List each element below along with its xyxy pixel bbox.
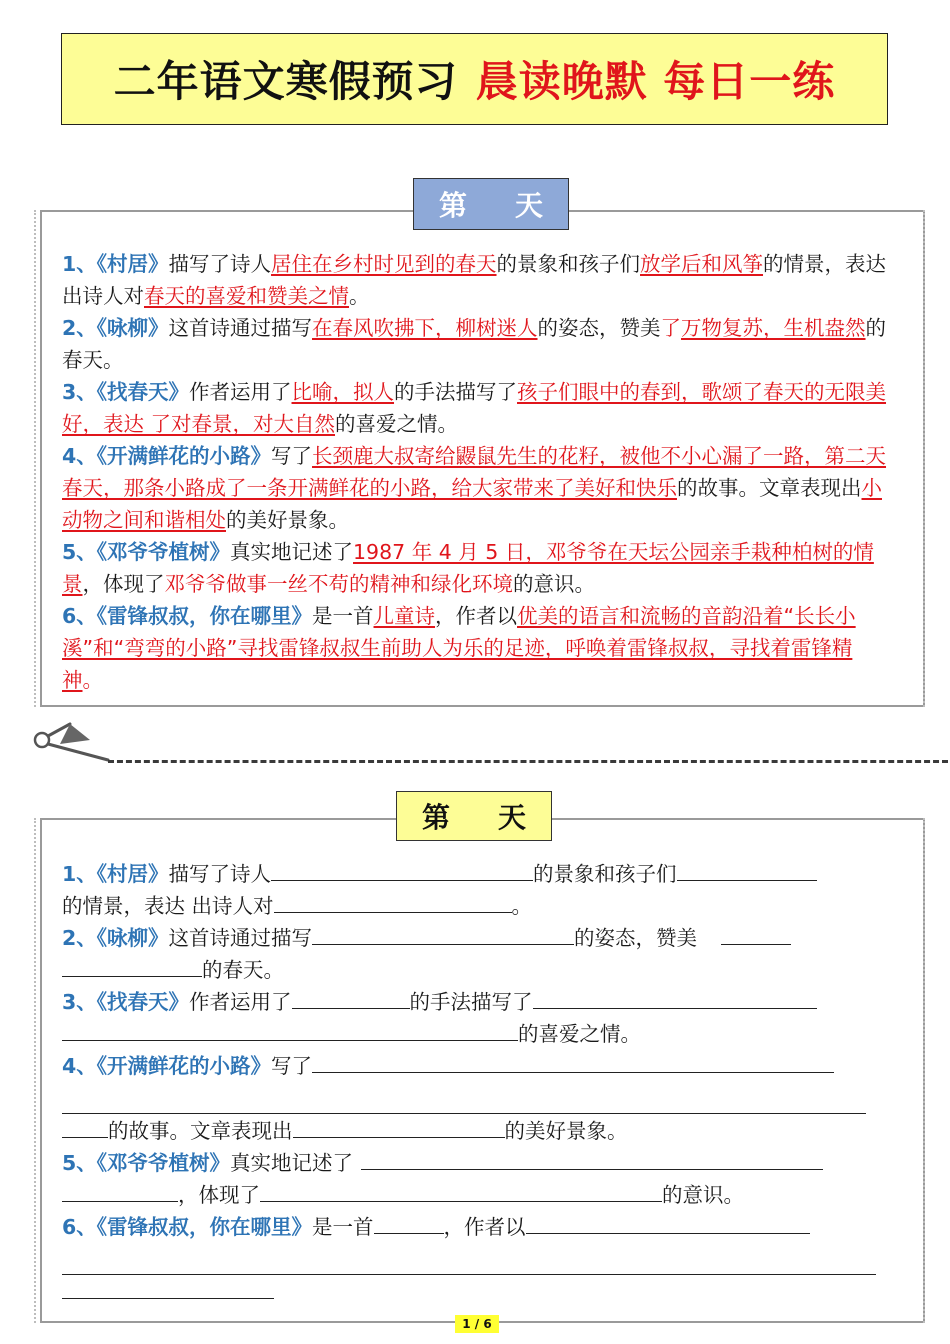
item-text: 真实地记述了 — [230, 1151, 354, 1175]
day-header-answers — [413, 178, 569, 230]
item-label: 1、《村居》 — [62, 862, 169, 886]
item-text: 的春天。 — [202, 958, 284, 982]
day-char-1: 第 — [438, 189, 467, 222]
answer-text: 孩子们眼中的春到，歌颂了春天的无限美好，表达 了对春景，对大自然 — [62, 380, 887, 436]
fill-blank[interactable] — [292, 986, 410, 1009]
item-text: 的美好景象。 — [226, 508, 349, 532]
item-text: 的喜爱之情。 — [518, 1022, 641, 1046]
page-number: 1 / 6 — [455, 1315, 499, 1333]
answer-text: 1987 年 4 月 5 日，邓爷爷在天坛公园亲手栽种柏树的情景 — [62, 540, 874, 596]
practice-item-1 — [62, 858, 892, 922]
item-text: 的手法描写了 — [409, 990, 533, 1014]
answer-text: 儿童诗 — [373, 604, 436, 628]
item-text: 这首诗通过描写 — [168, 926, 313, 950]
practice-item-5 — [62, 1147, 892, 1211]
item-text: 的故事。文章表现出 — [677, 476, 862, 500]
item-text: 这首诗通过描写 — [168, 316, 313, 340]
practice-item-2 — [62, 922, 892, 986]
item-text: 的意识。 — [513, 572, 595, 596]
item-text: 作者运用了 — [189, 380, 292, 404]
item-label: 1、《村居》 — [62, 252, 169, 276]
item-text: 的意识。 — [662, 1183, 744, 1207]
item-text: 的故事。文章表现出 — [108, 1119, 293, 1143]
fill-blank[interactable] — [312, 1050, 834, 1073]
title-main: 二年语文寒假预习 — [113, 57, 458, 106]
item-text: ，体现了 — [82, 572, 165, 596]
fill-blank[interactable] — [533, 986, 817, 1009]
item-text: 是一首 — [312, 604, 374, 628]
item-text: ，体现了 — [178, 1183, 260, 1207]
practice-section — [62, 858, 892, 1308]
answer-text: 放学后和风筝 — [640, 252, 764, 276]
fill-blank[interactable] — [62, 1018, 518, 1041]
answer-text: 邓爷爷做事一丝不苟的精神和绿化环境 — [164, 572, 513, 596]
item-label: 4、《开满鲜花的小路》 — [62, 1054, 272, 1078]
answer-text: 了 — [660, 316, 682, 340]
item-text: 的景象和孩子们 — [533, 862, 677, 886]
answer-text: 优美的语言和流畅的音韵沿着“长长小溪”和“弯弯的小路”寻找雷锋叔叔生前助人为乐的足迹，呼唤着雷锋叔叔，寻找着雷锋精神 — [62, 604, 856, 692]
item-text: 的喜爱之情。 — [335, 412, 459, 436]
item-text: 的景象和孩子们 — [496, 252, 641, 276]
item-text: 的情景，表达 出诗人对 — [62, 894, 274, 918]
item-text: 描写了诗人 — [168, 862, 272, 886]
item-label: 5、《邓爷爷植树》 — [62, 540, 231, 564]
day-char-2: 天 — [498, 801, 527, 834]
practice-item-6 — [62, 1211, 892, 1308]
practice-item-4 — [62, 1050, 892, 1147]
item-text: 作者运用了 — [189, 990, 292, 1014]
item-text: 的姿态，赞美 — [574, 926, 698, 950]
title-banner — [61, 33, 888, 125]
fill-blank[interactable] — [312, 922, 574, 945]
fill-blank[interactable] — [62, 1276, 274, 1299]
item-text: 。 — [349, 284, 370, 308]
fill-blank[interactable] — [293, 1115, 505, 1138]
item-label: 5、《邓爷爷植树》 — [62, 1151, 231, 1175]
day-header-practice — [396, 791, 552, 841]
fill-blank[interactable] — [271, 858, 533, 881]
answer-section — [62, 248, 892, 696]
fill-blank[interactable] — [62, 1179, 178, 1202]
title-highlight: 晨读晚默 每日一练 — [475, 57, 836, 106]
answer-item-2 — [62, 312, 892, 376]
item-label: 3、《找春天》 — [62, 990, 190, 1014]
item-label: 6、《雷锋叔叔，你在哪里》 — [62, 1215, 313, 1239]
answer-item-5 — [62, 536, 892, 600]
fill-blank[interactable] — [62, 1115, 108, 1138]
item-label: 2、《咏柳》 — [62, 316, 169, 340]
item-text: 的姿态，赞美 — [537, 316, 661, 340]
item-text: 是一首 — [312, 1215, 374, 1239]
day-char-1: 第 — [421, 801, 450, 834]
item-text: 的情景，表达 出诗人对 — [62, 252, 887, 308]
item-text: ，作者以 — [435, 604, 518, 628]
item-text: ，作者以 — [443, 1215, 526, 1239]
fill-blank[interactable] — [361, 1147, 823, 1170]
item-label: 3、《找春天》 — [62, 380, 190, 404]
fill-line[interactable] — [62, 1243, 876, 1275]
item-text: 的春天。 — [62, 316, 887, 372]
item-text: 的手法描写了 — [394, 380, 518, 404]
item-text: 描写了诗人 — [168, 252, 272, 276]
answer-item-4 — [62, 440, 892, 536]
item-text: 写了 — [271, 1054, 313, 1078]
item-label: 2、《咏柳》 — [62, 926, 169, 950]
item-text: 写了 — [271, 444, 313, 468]
answer-text: 。 — [82, 668, 103, 692]
answer-text: 居住在乡村时见到的春天 — [271, 252, 497, 276]
fill-blank[interactable] — [260, 1179, 662, 1202]
cut-line — [108, 760, 948, 763]
fill-blank[interactable] — [677, 858, 817, 881]
answer-item-6 — [62, 600, 892, 696]
item-label: 6、《雷锋叔叔，你在哪里》 — [62, 604, 313, 628]
fill-blank[interactable] — [62, 954, 202, 977]
answer-item-1 — [62, 248, 892, 312]
answer-text: 在春风吹拂下，柳树迷人 — [312, 316, 538, 340]
fill-blank[interactable] — [274, 890, 512, 913]
answer-item-3 — [62, 376, 892, 440]
answer-text: 万物复苏，生机盎然 — [681, 316, 866, 340]
fill-blank[interactable] — [721, 922, 791, 945]
item-label: 4、《开满鲜花的小路》 — [62, 444, 272, 468]
day-char-2: 天 — [515, 189, 544, 222]
scissors-icon — [30, 720, 116, 770]
answer-text: 小动物之间和谐相处 — [62, 476, 882, 532]
item-text: 。 — [511, 894, 533, 918]
item-text: 的美好景象。 — [504, 1119, 628, 1143]
answer-text: 长颈鹿大叔寄给鼹鼠先生的花籽，被他不小心漏了一路，第二天春天，那条小路成了一条开满鲜花的小路，给大家带来了美好和快乐 — [62, 444, 887, 500]
answer-text: 春天的喜爱和赞美之情 — [144, 284, 349, 308]
answer-text: 比喻，拟人 — [291, 380, 395, 404]
fill-blank[interactable] — [374, 1211, 444, 1234]
practice-item-3 — [62, 986, 892, 1050]
fill-line[interactable] — [62, 1082, 866, 1114]
item-text: 真实地记述了 — [230, 540, 354, 564]
fill-blank[interactable] — [526, 1211, 810, 1234]
